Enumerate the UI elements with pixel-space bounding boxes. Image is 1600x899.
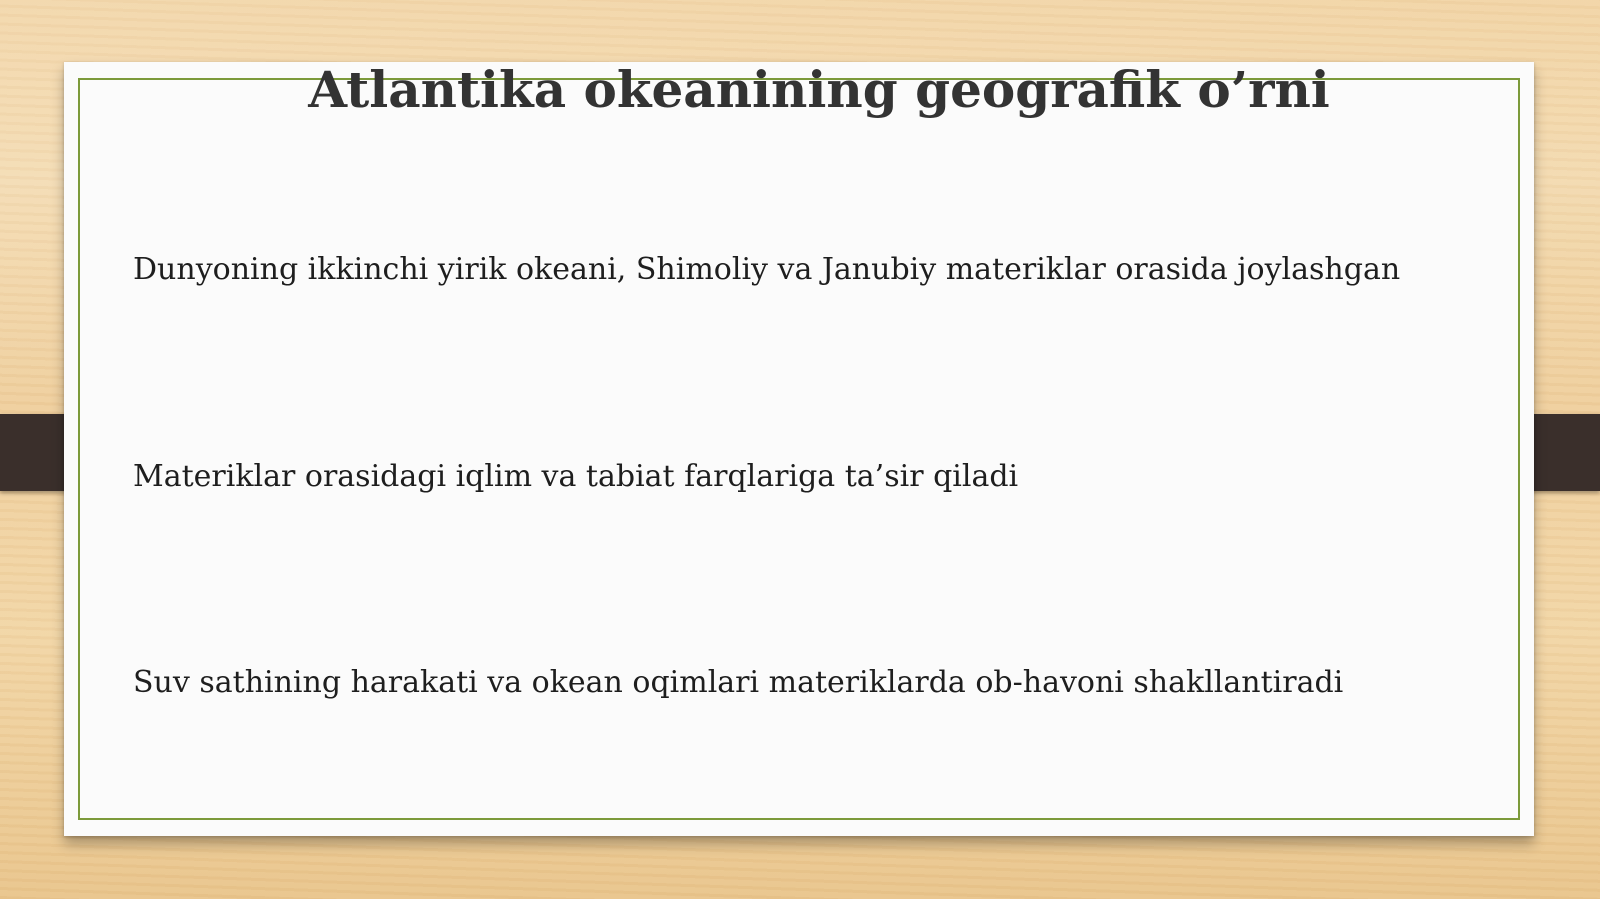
slide-sheet [64,62,1534,836]
slide-frame [78,78,1520,820]
bullet-text-1: Dunyoning ikkinchi yirik okeani, Shimoliy va Janubiy materiklar orasida joylashgan [133,252,1401,287]
bullet-text-3: Suv sathining harakati va okean oqimlari materiklarda ob-havoni shakllantiradi [133,665,1344,700]
slide-title: Atlantika okeanining geografik o’rni [308,60,1330,119]
bullet-text-2: Materiklar orasidagi iqlim va tabiat farqlariga ta’sir qiladi [133,459,1019,494]
